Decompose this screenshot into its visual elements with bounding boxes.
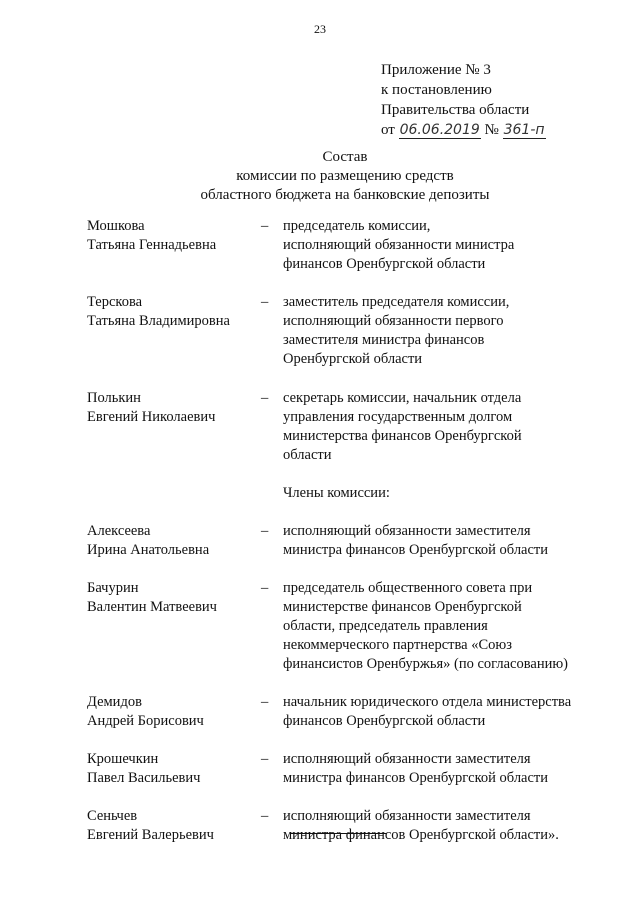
member-given-names: Валентин Матвеевич [87,599,217,615]
member-role [283,389,607,465]
role-line: некоммерческого партнерства «Союз [283,637,512,653]
member-name [87,389,257,427]
member-role [283,522,607,560]
commission-list [87,217,607,845]
member-role [283,693,607,731]
member-row [87,807,607,845]
role-line: исполняющий обязанности заместителя [283,751,531,767]
dash: – [261,523,269,539]
role-line: секретарь комиссии, начальник отдела [283,390,522,406]
member-role [283,807,607,845]
member-row [87,389,607,465]
member-row [87,522,607,560]
member-role [283,750,607,788]
role-line: финансистов Оренбуржья» (по согласованию) [283,656,569,672]
role-line: председатель общественного совета при [283,580,533,596]
role-line: области [283,447,332,463]
role-line: управления государственным долгом [283,409,513,425]
member-role [283,579,607,674]
role-line: министерства финансов Оренбургской [283,428,522,444]
dash: – [261,751,269,767]
dash: – [261,390,269,406]
member-name [87,217,257,255]
member-surname: Демидов [87,694,142,710]
role-line: начальник юридического отдела министерства [283,694,572,710]
appendix-date-line [381,120,546,140]
member-name [87,522,257,560]
member-given-names: Евгений Валерьевич [87,827,214,843]
role-line: министра финансов Оренбургской области». [283,827,559,843]
member-name [87,750,257,788]
handwritten-date: 06.06.2019 [399,122,480,138]
member-row [87,293,607,369]
dash: – [261,218,269,234]
members-heading: Члены комиссии: [283,485,390,501]
role-line: финансов Оренбургской области [283,256,486,272]
role-line: министерстве финансов Оренбургской [283,599,522,615]
member-role [283,293,607,369]
member-surname: Крошечкин [87,751,159,767]
dash: – [261,294,269,310]
closing-rule [291,833,386,834]
appendix-block [381,60,546,140]
member-row [87,579,607,674]
role-line: заместителя министра финансов [283,332,485,348]
role-line: председатель комиссии, [283,218,431,234]
member-surname: Бачурин [87,580,139,596]
role-line: исполняющий обязанности министра [283,237,515,253]
member-surname: Терскова [87,294,143,310]
member-name [87,579,257,617]
dash: – [261,808,269,824]
member-role [283,217,607,274]
page-number: 23 [314,22,326,36]
title-line-1: Состав [322,149,368,165]
member-given-names: Евгений Николаевич [87,409,216,425]
member-row [87,693,607,731]
member-name [87,807,257,845]
appendix-line-1: Приложение № 3 [381,62,491,78]
role-line: исполняющий обязанности заместителя [283,808,531,824]
number-label: № [484,122,499,138]
role-line: министра финансов Оренбургской области [283,542,549,558]
member-surname: Сеньчев [87,808,138,824]
member-row [87,750,607,788]
document-title [0,148,640,205]
member-row [87,217,607,274]
title-line-2: комиссии по размещению средств [236,168,454,184]
appendix-line-3: Правительства области [381,102,530,118]
role-line: Оренбургской области [283,351,423,367]
member-given-names: Андрей Борисович [87,713,204,729]
member-given-names: Ирина Анатольевна [87,542,210,558]
member-given-names: Татьяна Владимировна [87,313,230,329]
title-line-3: областного бюджета на банковские депозиты [200,187,490,203]
from-label: от [381,122,395,138]
role-line: области, председатель правления [283,618,488,634]
member-given-names: Павел Васильевич [87,770,201,786]
role-line: исполняющий обязанности заместителя [283,523,531,539]
dash: – [261,580,269,596]
member-surname: Мошкова [87,218,145,234]
dash: – [261,694,269,710]
member-surname: Алексеева [87,523,151,539]
role-line: министра финансов Оренбургской области [283,770,549,786]
member-name [87,693,257,731]
role-line: финансов Оренбургской области [283,713,486,729]
member-surname: Полькин [87,390,141,406]
member-name [87,293,257,331]
appendix-line-2: к постановлению [381,82,492,98]
member-given-names: Татьяна Геннадьевна [87,237,217,253]
handwritten-number: 361-п [503,122,545,138]
role-line: заместитель председателя комиссии, [283,294,510,310]
role-line: исполняющий обязанности первого [283,313,504,329]
